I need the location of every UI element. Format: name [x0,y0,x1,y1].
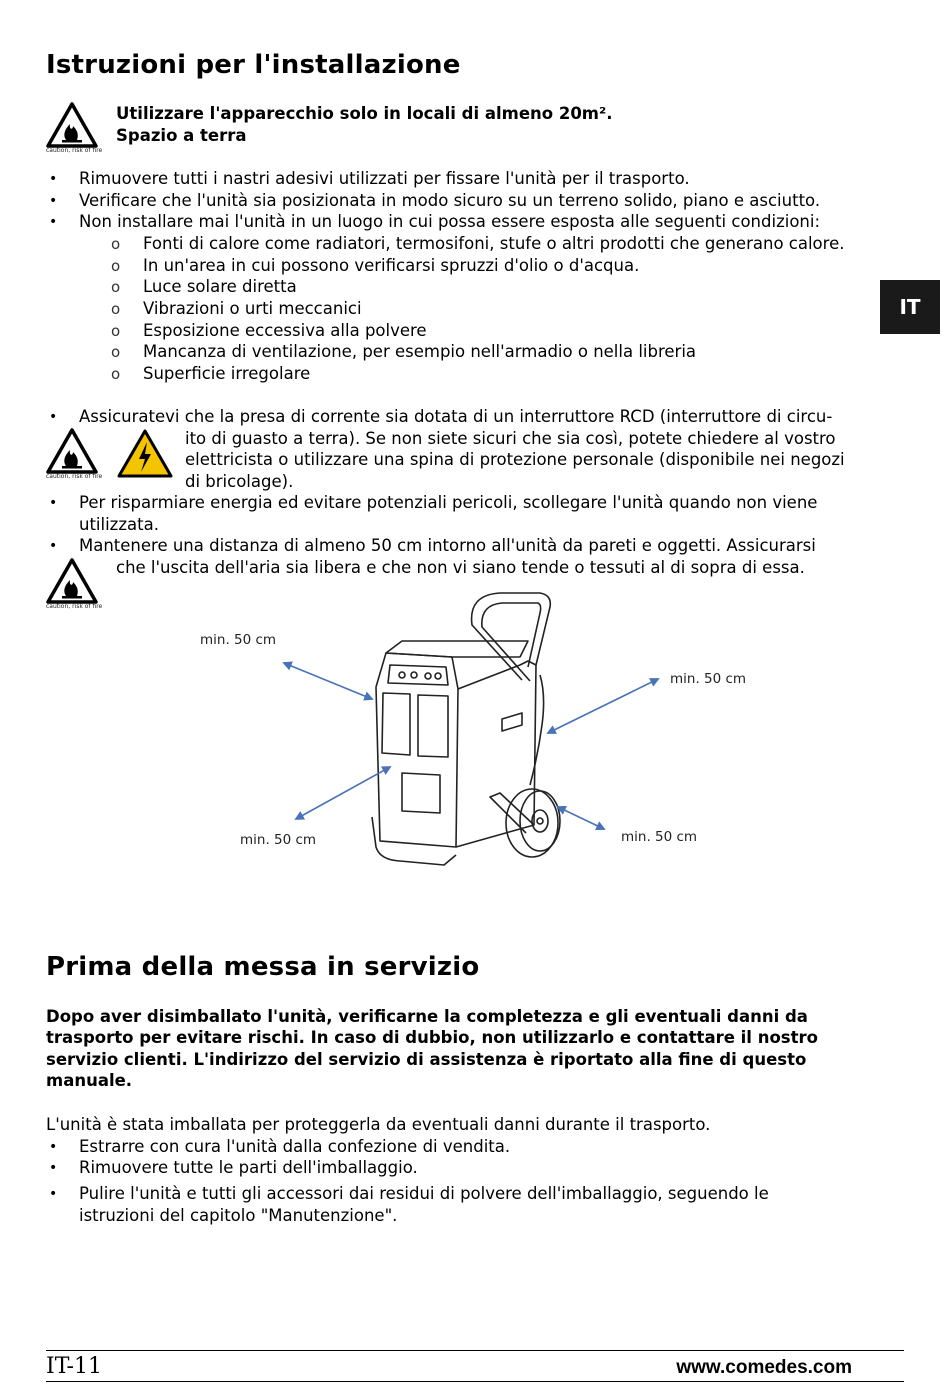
clearance-label-top-right: min. 50 cm [670,671,747,687]
warning-line-2: Spazio a terra [116,126,247,145]
footer-rule-bottom [46,1381,904,1382]
bullet-marker: • [49,1160,58,1176]
rcd-line-4: di bricolage). [185,472,294,491]
rcd-line-3: elettricista o utilizzare una spina di protezione personale (disponibile nei negozi [185,450,845,469]
fire-warning-icon [46,558,103,614]
notice-line-1: Dopo aver disimballato l'unità, verificarne la completezza e gli eventuali danni da [46,1007,808,1026]
clearance-arrow-front-left [296,767,390,819]
list-item: Estrarre con cura l'unità dalla confezione di vendita. [79,1137,511,1156]
language-tab: IT [880,280,940,334]
rcd-line-2: ito di guasto a terra). Se non siete sicuri che sia così, potete chiedere al vostro [185,429,836,448]
bullet-marker: • [49,409,58,425]
notice-line-4: manuale. [46,1071,133,1090]
icon-caption: caution, risk of fire [46,603,103,610]
sub-bullet-marker: o [111,300,121,318]
icon-caption: caution, risk of fire [46,147,103,154]
list-item: Rimuovere tutte le parti dell'imballaggio. [79,1158,418,1177]
energy-line-2: utilizzata. [79,515,159,534]
sub-bullet-marker: o [111,322,121,340]
notice-line-3: servizio clienti. L'indirizzo del servizio di assistenza è riportato alla fine di questo [46,1050,807,1069]
distance-line-1: Mantenere una distanza di almeno 50 cm intorno all'unità da pareti e oggetti. Assicurarsi [79,536,816,555]
sub-list-item: Luce solare diretta [143,277,297,296]
list-item: Rimuovere tutti i nastri adesivi utilizzati per fissare l'unità per il trasporto. [79,169,690,188]
bullet-marker: • [49,1139,58,1155]
section-title-installation: Istruzioni per l'installazione [46,50,461,80]
section-title-before-use: Prima della messa in servizio [46,952,480,982]
bullet-marker: • [49,1186,58,1202]
clearance-arrow-front-right [558,807,604,829]
sub-list-item: Esposizione eccessiva alla polvere [143,321,427,340]
sub-list-item: Vibrazioni o urti meccanici [143,299,362,318]
clearance-label-bottom-right: min. 50 cm [621,829,698,845]
warning-line-1: Utilizzare l'apparecchio solo in locali di almeno 20m². [116,104,613,123]
intro-text: L'unità è stata imballata per proteggerla da eventuali danni durante il trasporto. [46,1115,711,1134]
fire-warning-icon [46,102,103,158]
list-item: Non installare mai l'unità in un luogo in cui possa essere esposta alle seguenti condizioni: [79,212,821,231]
sub-bullet-marker: o [111,257,121,275]
notice-line-2: trasporto per evitare rischi. In caso di dubbio, non utilizzarlo e contattare il nostro [46,1028,818,1047]
list-item: Verificare che l'unità sia posizionata in modo sicuro su un terreno solido, piano e asciutto. [79,191,821,210]
sub-bullet-marker: o [111,235,121,253]
bullet-marker: • [49,193,58,209]
rcd-line-1: Assicuratevi che la presa di corrente sia dotata di un interruttore RCD (interruttore di circu- [79,407,833,426]
energy-line-1: Per risparmiare energia ed evitare potenziali pericoli, scollegare l'unità quando non viene [79,493,818,512]
footer-rule-top [46,1350,904,1351]
sub-list-item: Superficie irregolare [143,364,311,383]
bullet-marker: • [49,171,58,187]
clearance-arrow-rear-left [284,663,372,699]
bullet-marker: • [49,495,58,511]
sub-list-item: Mancanza di ventilazione, per esempio nell'armadio o nella libreria [143,342,697,361]
cleaning-line-2: istruzioni del capitolo "Manutenzione". [79,1206,398,1225]
sub-bullet-marker: o [111,365,121,383]
bullet-marker: • [49,214,58,230]
sub-list-item: In un'area in cui possono verificarsi spruzzi d'olio o d'acqua. [143,256,640,275]
website-link[interactable]: www.comedes.com [676,1357,852,1378]
cleaning-line-1: Pulire l'unità e tutti gli accessori dai residui di polvere dell'imballaggio, seguendo le [79,1184,769,1203]
page-number: IT-11 [46,1354,102,1379]
clearance-label-bottom-left: min. 50 cm [240,832,317,848]
icon-caption: caution, risk of fire [46,473,103,480]
clearance-label-top-left: min. 50 cm [200,632,277,648]
electric-hazard-icon [116,428,174,480]
clearance-arrow-rear-right [548,679,658,733]
fire-warning-icon [46,428,103,484]
sub-list-item: Fonti di calore come radiatori, termosifoni, stufe o altri prodotti che generano calore. [143,234,845,253]
bullet-marker: • [49,538,58,554]
distance-line-2: che l'uscita dell'aria sia libera e che non vi siano tende o tessuti al di sopra di essa. [116,558,805,577]
sub-bullet-marker: o [111,343,121,361]
sub-bullet-marker: o [111,278,121,296]
